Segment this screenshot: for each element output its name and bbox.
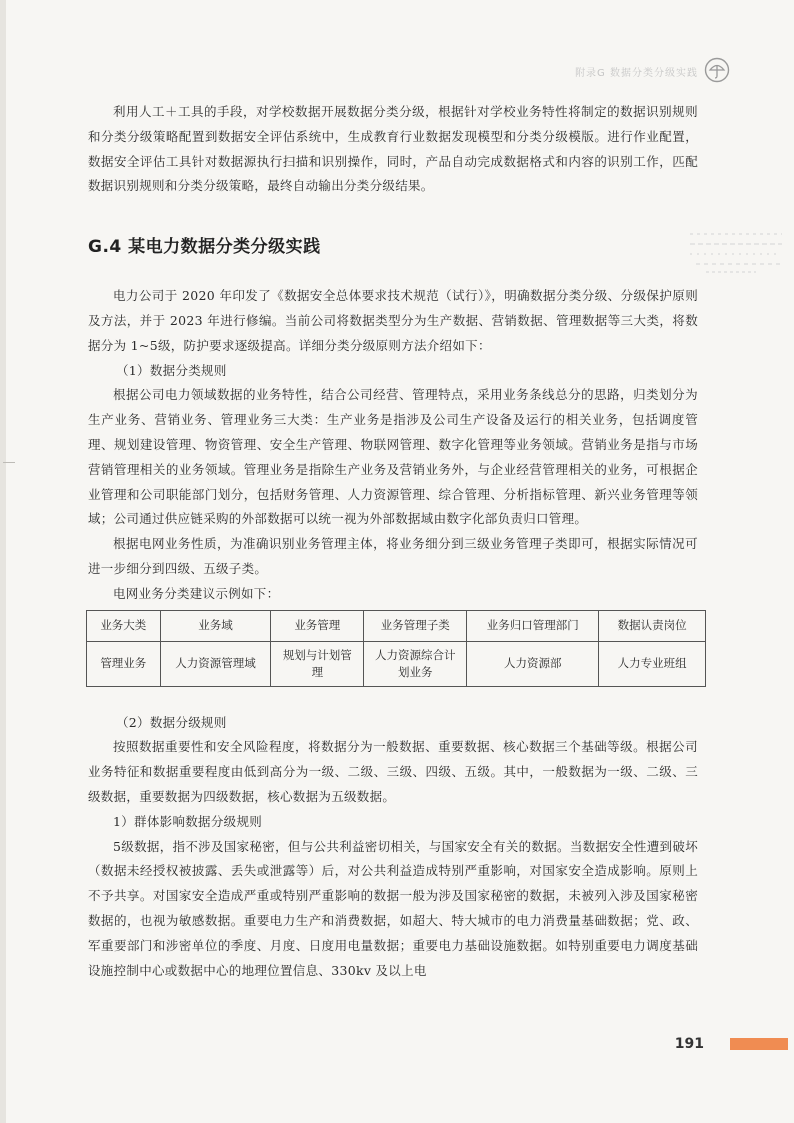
paragraph-grading: 按照数据重要性和安全风险程度，将数据分为一般数据、重要数据、核心数据三个基础等级。根据公司业务特征和数据重要程度由低到高分为一级、二级、三级、四级、五级。其中，一般数据为一级、二级、三级数据，重要数据为四级数据，核心数据为五级数据。 (88, 739, 698, 804)
subheading-grading-rules: （2）数据分级规则 (116, 714, 227, 730)
table-cell: 人力资源部 (467, 641, 599, 686)
table-header-cell: 数据认责岗位 (599, 610, 706, 641)
table-cell: 管理业务 (87, 641, 161, 686)
paragraph-level-five: 5级数据，指不涉及国家秘密，但与公共利益密切相关，与国家安全有关的数据。当数据安全性遭到破坏（数据未经授权被披露、丢失或泄露等）后，对公共利益造成特别严重影响，对国家安全造成影响。原则上不予共享。对国家安全造成严重或特别严重影响的数据一般为涉及国家秘密的数据，未被列入涉及国家秘密数据的，也视为敏感数据。重要电力生产和消费数据，如超大、特大城市的电力消费量基础数据；党、政、军重要部门和涉密单位的季度、月度、日度用电量数据；重要电力基础设施数据。如特别重要电力调度基础设施控制中心或数据中心的地理位置信息、330kv 及以上电 (88, 838, 698, 978)
table-header-cell: 业务域 (160, 610, 271, 641)
page-number-accent-bar (730, 1038, 788, 1050)
table-cell: 人力资源管理域 (160, 641, 271, 686)
intro-paragraph: 利用人工＋工具的手段，对学校数据开展数据分类分级，根据针对学校业务特性将制定的数据识别规则和分类分级策略配置到数据安全评估系统中，生成教育行业数据发现模型和分类分级模版。进行作业配置，数据安全评估工具针对数据源执行扫描和识别操作，同时，产品自动完成数据格式和内容的识别工作，匹配数据识别规则和分类分级策略，最终自动输出分类分级结果。 (88, 104, 698, 194)
subheading-group-impact: 1）群体影响数据分级规则 (113, 813, 263, 829)
table-cell: 人力专业班组 (599, 641, 706, 686)
paragraph-business-nature: 根据电网业务性质，为准确识别业务管理主体，将业务细分到三级业务管理子类即可，根据实际情况可进一步细分到四级、五级子类。 (88, 536, 698, 576)
table-cell: 人力资源综合计划业务 (364, 641, 467, 686)
table-header-cell: 业务管理子类 (364, 610, 467, 641)
table-cell: 规划与计划管理 (271, 641, 364, 686)
running-header: 附录G 数据分类分级实践 (575, 68, 698, 79)
margin-mark (3, 462, 15, 463)
table-caption: 电网业务分类建议示例如下： (113, 585, 280, 601)
page-content (88, 100, 698, 983)
paragraph-classification: 根据公司电力领域数据的业务特性，结合公司经营、管理特点，采用业务条线总分的思路，归类划分为生产业务、营销业务、管理业务三大类：生产业务是指涉及公司生产设备及运行的相关业务，包括调度管理、规划建设管理、物资管理、安全生产管理、物联网管理、数字化管理等业务领域。营销业务是指与市场营销管理相关的业务领域。管理业务是指除生产业务及营销业务外，与企业经营管理相关的业务，可根据企业管理和公司职能部门划分，包括财务管理、人力资源管理、综合管理、分析指标管理、新兴业务管理等领域；公司通过供应链采购的外部数据可以统一视为外部数据域由数字化部负责归口管理。 (88, 387, 698, 527)
page-number: 191 (674, 1036, 704, 1052)
umbrella-logo-icon (704, 57, 730, 83)
table-header-cell: 业务大类 (87, 610, 161, 641)
table-header-row (87, 610, 706, 641)
subheading-classification-rules: （1）数据分类规则 (116, 362, 227, 378)
table-header-cell: 业务管理 (271, 610, 364, 641)
paragraph-overview: 电力公司于 2020 年印发了《数据安全总体要求技术规范（试行）》，明确数据分类分级、分级保护原则及方法，并于 2023 年进行修编。当前公司将数据类型分为生产数据、营销数据、管理数据等三大类，将数据分为 1~5级，防护要求逐级提高。详细分类分级原则方法介绍如下： (88, 288, 698, 353)
table-header-cell: 业务归口管理部门 (467, 610, 599, 641)
bleed-through-texture (686, 228, 786, 276)
table-row (87, 641, 706, 686)
section-title: G.4 某电力数据分类分级实践 (88, 237, 321, 258)
page-gutter-shade (0, 0, 6, 1123)
business-classification-table (86, 610, 706, 687)
